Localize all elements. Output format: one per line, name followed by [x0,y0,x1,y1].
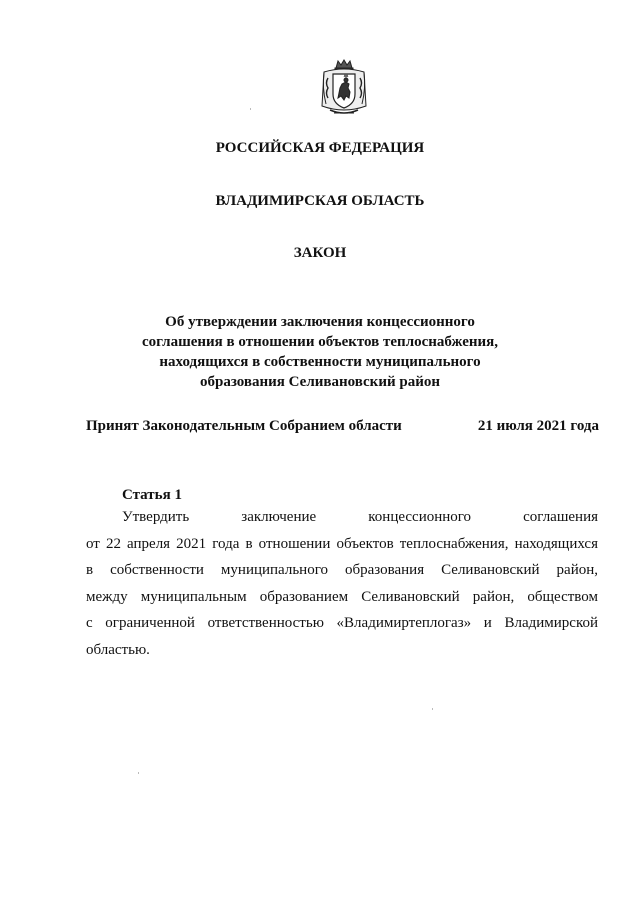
article-line: в собственности муниципального образования Селивановский район, [86,562,598,578]
adoption-date: 21 июля 2021 года [477,418,599,434]
law-title-line: образования Селивановский район [199,374,440,390]
law-title [0,312,640,392]
article-line: Утвердить заключение концессионного соглашения [122,509,598,525]
article-heading: Статья 1 [122,487,182,503]
country-heading: РОССИЙСКАЯ ФЕДЕРАЦИЯ [215,140,425,156]
adopted-by: Принят Законодательным Собранием области [86,418,402,434]
law-title-line: находящихся в собственности муниципального [159,354,481,370]
region-heading: ВЛАДИМИРСКАЯ ОБЛАСТЬ [215,193,425,209]
article-line: между муниципальным образованием Селивановский район, обществом [86,588,598,605]
document-type-heading: ЗАКОН [293,245,347,261]
article-line: областью. [86,641,150,658]
coat-of-arms-icon [316,58,372,118]
scan-speck [138,772,139,774]
article-body [86,504,598,663]
article-line: с ограниченной ответственностью «Владимиртеплогаз» и Владимирской [86,615,598,631]
scan-speck [250,108,251,110]
law-title-line: Об утверждении заключения концессионного [165,314,475,330]
article-line: от 22 апреля 2021 года в отношении объектов теплоснабжения, находящихся [86,535,598,552]
scan-speck [432,708,433,710]
law-title-line: соглашения в отношении объектов теплоснабжения, [141,334,499,350]
